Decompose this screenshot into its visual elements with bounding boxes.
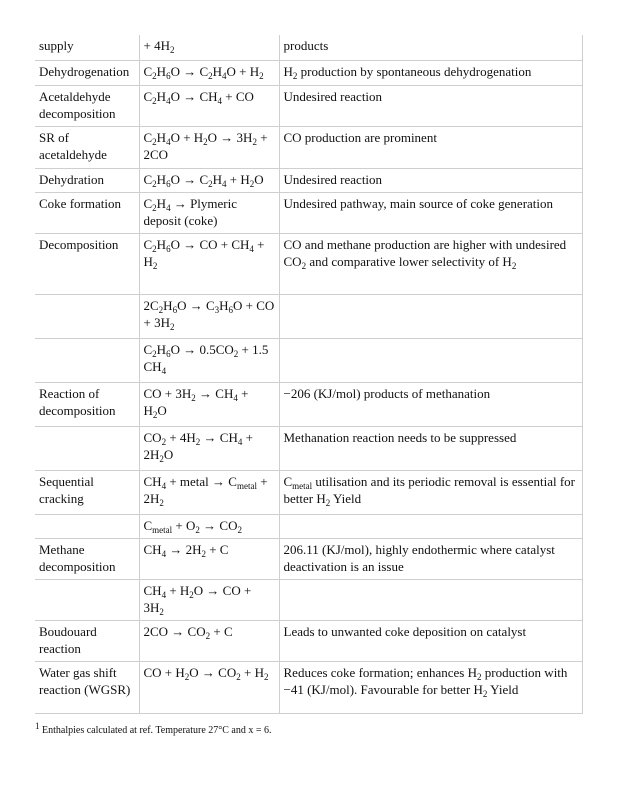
process-cell: Dehydrogenation [35, 60, 139, 85]
reaction-cell: $CH_4$ + metal → $C_{metal} + 2H_2$ [139, 470, 279, 514]
process-cell [35, 338, 139, 382]
table-row [35, 514, 582, 538]
reaction-cell: $C_2H_6O \to C_2H_4 + H_2O$ [139, 168, 279, 192]
reaction-cell: $C_2H_6O \to C_2H_4O + H_2$ [139, 60, 279, 85]
process-cell [35, 426, 139, 470]
reaction-cell: $2CO \to CO_2 + C$ [139, 620, 279, 661]
remark-cell: CO and methane production are higher with undesired $CO_2$ and comparative lower selectivity of $H_2$ [279, 233, 582, 294]
reaction-cell: $C_2H_4$ → Plymeric deposit (coke) [139, 192, 279, 233]
reaction-cell: + $4H_2$ [139, 35, 279, 60]
footnote-marker: 1 [35, 721, 40, 731]
process-cell: SR of acetaldehyde [35, 126, 139, 168]
footnote-text: Enthalpies calculated at ref. Temperature 27°C and x = 6. [42, 725, 272, 736]
table-row [35, 382, 582, 426]
table-row [35, 661, 582, 713]
process-cell: Methane decomposition [35, 538, 139, 579]
process-cell [35, 294, 139, 338]
reactions-table [35, 35, 583, 714]
remark-cell: Leads to unwanted coke deposition on catalyst [279, 620, 582, 661]
process-cell: Water gas shift reaction (WGSR) [35, 661, 139, 713]
process-cell: supply [35, 35, 139, 60]
table-row [35, 294, 582, 338]
reaction-cell: $CH_4 \to 2H_2 + C$ [139, 538, 279, 579]
process-cell [35, 579, 139, 620]
process-cell: Sequential cracking [35, 470, 139, 514]
remark-cell: 206.11 (KJ/mol), highly endothermic where catalyst deactivation is an issue [279, 538, 582, 579]
remark-cell: products [279, 35, 582, 60]
process-cell: Coke formation [35, 192, 139, 233]
reactions-table-body [35, 35, 582, 713]
process-cell: Boudouard reaction [35, 620, 139, 661]
table-row [35, 60, 582, 85]
process-cell: Reaction of decomposition [35, 382, 139, 426]
remark-cell: $C_{metal}$ utilisation and its periodic removal is essential for better $H_2$ Yield [279, 470, 582, 514]
reaction-cell: CO + $H_2O \to CO_2 + H_2$ [139, 661, 279, 713]
table-row [35, 85, 582, 126]
table-row [35, 620, 582, 661]
reaction-cell: $C_2H_4O \to CH_4$ + CO [139, 85, 279, 126]
table-footnote [35, 721, 272, 736]
remark-cell: $H_2$ production by spontaneous dehydrogenation [279, 60, 582, 85]
table-row [35, 579, 582, 620]
reaction-cell: $CO_2 + 4H_2 \to CH_4 + 2H_2O$ [139, 426, 279, 470]
table-row [35, 168, 582, 192]
remark-cell: −206 (KJ/mol) products of methanation [279, 382, 582, 426]
table-row [35, 426, 582, 470]
remark-cell: Methanation reaction needs to be suppressed [279, 426, 582, 470]
remark-cell [279, 338, 582, 382]
process-cell: Decomposition [35, 233, 139, 294]
reaction-cell: $CH_4 + H_2O$ → CO + $3H_2$ [139, 579, 279, 620]
remark-cell [279, 294, 582, 338]
table-row [35, 192, 582, 233]
table-row [35, 338, 582, 382]
reaction-cell: $2C_2H_6O \to C_3H_6O$ + CO + $3H_2$ [139, 294, 279, 338]
remark-cell [279, 579, 582, 620]
remark-cell: CO production are prominent [279, 126, 582, 168]
table-row [35, 470, 582, 514]
remark-cell: Undesired reaction [279, 85, 582, 126]
table-row [35, 126, 582, 168]
reaction-cell: $C_2H_6O \to 0.5CO_2 + 1.5$ $CH_4$ [139, 338, 279, 382]
reaction-cell: CO + $3H_2 \to CH_4 + H_2O$ [139, 382, 279, 426]
table-row [35, 538, 582, 579]
remark-cell: Undesired reaction [279, 168, 582, 192]
process-cell: Acetaldehyde decomposition [35, 85, 139, 126]
reaction-cell: $C_{metal} + O_2 \to CO_2$ [139, 514, 279, 538]
process-cell: Dehydration [35, 168, 139, 192]
process-cell [35, 514, 139, 538]
remark-cell: Reduces coke formation; enhances $H_2$ production with −41 (KJ/mol). Favourable for better $H_2$ Yield [279, 661, 582, 713]
reaction-cell: $C_2H_4O + H_2O \to 3H_2 + 2CO$ [139, 126, 279, 168]
reaction-cell: $C_2H_6O$ → CO + $CH_4 + H_2$ [139, 233, 279, 294]
remark-cell: Undesired pathway, main source of coke generation [279, 192, 582, 233]
table-row [35, 35, 582, 60]
remark-cell [279, 514, 582, 538]
table-row [35, 233, 582, 294]
